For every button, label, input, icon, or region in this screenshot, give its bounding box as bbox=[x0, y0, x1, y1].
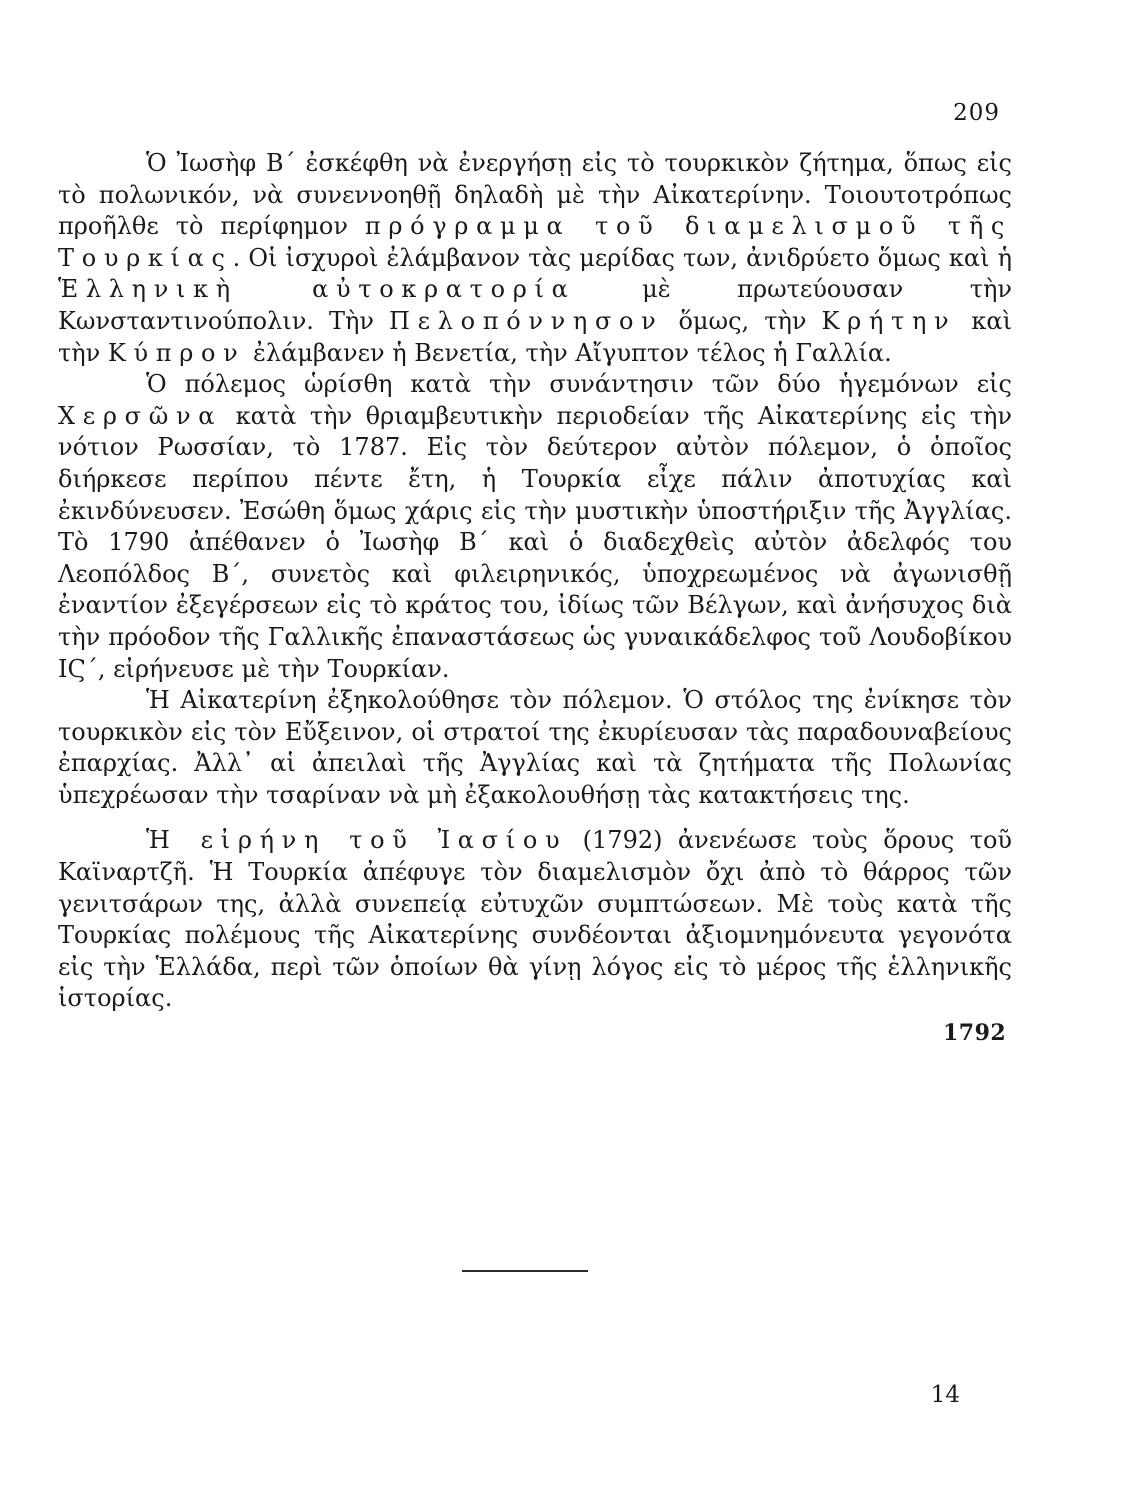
text-segment: κατὰ τὴν θριαμβευτικὴν περιοδείαν τῆς Αἰκατερίνης εἰς τὴν νότιον Ρωσσίαν, τὸ 1787. Εἰς τὸν δεύτερον αὐτὸν πόλεμον, ὁ ὁποῖος διήρκεσε περίπου πέντε ἔτη, ἡ Τουρκία εἶχε πάλιν ἀποτυχίας καὶ ἐκινδύνευσεν. Ἐσώθη ὅμως χάρις εἰς τὴν μυστικὴν ὑποστήριξιν τῆς Ἀγγλίας. Τὸ 1790 ἀπέθανεν ὁ Ἰωσὴφ Β΄ καὶ ὁ διαδεχθεὶς αὐτὸν ἀδελφός του Λεοπόλδος Β΄, συνετὸς καὶ φιλειρηνικός, ὑποχρεωμένος νὰ ἀγωνισθῇ ἐναντίον ἐξεγέρσεων εἰς τὸ κράτος του, ἰδίως τῶν Βέλγων, καὶ ἀνήσυχος διὰ τὴν πρόοδον τῆς Γαλλικῆς ἐπαναστάσεως ὡς γυναικάδελφος τοῦ Λουδοβίκου ΙϚ΄, εἰρήνευσε μὲ τὴν Τουρκίαν. bbox=[58, 401, 1012, 683]
spaced-emphasis-text: πρόγραμμα τοῦ διαμελισμοῦ τῆς Τουρκίας bbox=[58, 212, 1012, 272]
spaced-emphasis-text: Πελοπόννησον bbox=[389, 306, 664, 335]
spaced-emphasis-text: Κύπρον bbox=[107, 338, 246, 367]
paragraph-partition-plan bbox=[58, 148, 1012, 369]
spaced-emphasis-text: Χερσῶνα bbox=[58, 401, 223, 430]
text-segment: καὶ τὴν bbox=[58, 306, 1012, 367]
text-segment: Ἡ Αἰκατερίνη ἐξηκολούθησε τὸν πόλεμον. Ὁ στόλος της ἐνίκησε τὸν τουρκικὸν εἰς τὸν Εὔξεινον, οἱ στρατοί της ἐκυρίευσαν τὰς παραδουναβείους ἐπαρχίας. Ἀλλ᾿ αἱ ἀπειλαὶ τῆς Ἀγγλίας καὶ τὰ ζητήματα τῆς Πολωνίας ὑπεχρέωσαν τὴν τσαρίναν νὰ μὴ ἐξακολουθήσῃ τὰς κατακτήσεις της. bbox=[58, 686, 1012, 809]
page-number: 209 bbox=[953, 100, 1000, 126]
body-text bbox=[58, 148, 1012, 1015]
text-segment: Ὁ πόλεμος ὡρίσθη κατὰ τὴν συνάντησιν τῶν δύο ἡγεμόνων εἰς bbox=[146, 370, 1012, 399]
text-segment: μὲ πρωτεύουσαν τὴν Κωνσταντινούπολιν. Τὴν bbox=[58, 275, 1012, 335]
text-segment: ἐλάμβανεν ἡ Βενετία, τὴν Αἴγυπτον τέλος ἡ Γαλλία. bbox=[245, 338, 892, 367]
spaced-emphasis-text: Ἑλληνικὴ αὐτοκρατορία bbox=[58, 275, 576, 304]
text-segment: ὅμως, τὴν bbox=[663, 306, 822, 335]
text-segment: (1792) ἀνενέωσε τοὺς ὅρους τοῦ Καϊναρτζῆ. Ἡ Τουρκία ἀπέφυγε τὸν διαμελισμὸν ὄχι ἀπὸ τὸ θάρρος τῶν γενιτσάρων της, ἀλλὰ συνεπείᾳ εὐτυχῶν συμπτώσεων. Μὲ τοὺς κατὰ τῆς Τουρκίας πολέμους τῆς Αἰκατερίνης συνδέονται ἀξιομνημόνευτα γεγονότα εἰς τὴν Ἑλλάδα, περὶ τῶν ὁποίων θὰ γίνῃ λόγος εἰς τὸ μέρος τῆς ἑλληνικῆς ἱστορίας. bbox=[58, 826, 1013, 1013]
spaced-emphasis-text: Κρήτην bbox=[821, 306, 957, 335]
paragraph-catherine-continues bbox=[58, 685, 1012, 811]
margin-note-year: 1792 bbox=[943, 1020, 1007, 1046]
text-segment: Ὁ Ἰωσὴφ Β΄ ἐσκέφθη νὰ ἐνεργήσῃ εἰς τὸ τουρκικὸν ζήτημα, ὅπως εἰς τὸ πολωνικόν, νὰ συνεννοηθῇ δηλαδὴ μὲ τὴν Αἰκατερίνην. Τοιουτοτρόπως προῆλθε τὸ περίφημον bbox=[58, 149, 1012, 241]
section-divider-rule bbox=[462, 1270, 588, 1272]
paragraph-peace-of-jassy bbox=[58, 825, 1012, 1015]
text-segment: . Οἱ ἰσχυροὶ ἐλάμβανον τὰς μερίδας των, ἀνιδρύετο ὅμως καὶ ἡ bbox=[232, 243, 1012, 272]
spaced-emphasis-text: Ἡ εἰρήνη τοῦ Ἰασίου bbox=[146, 826, 568, 855]
paragraph-second-war bbox=[58, 369, 1012, 685]
signature-mark: 14 bbox=[930, 1382, 960, 1408]
